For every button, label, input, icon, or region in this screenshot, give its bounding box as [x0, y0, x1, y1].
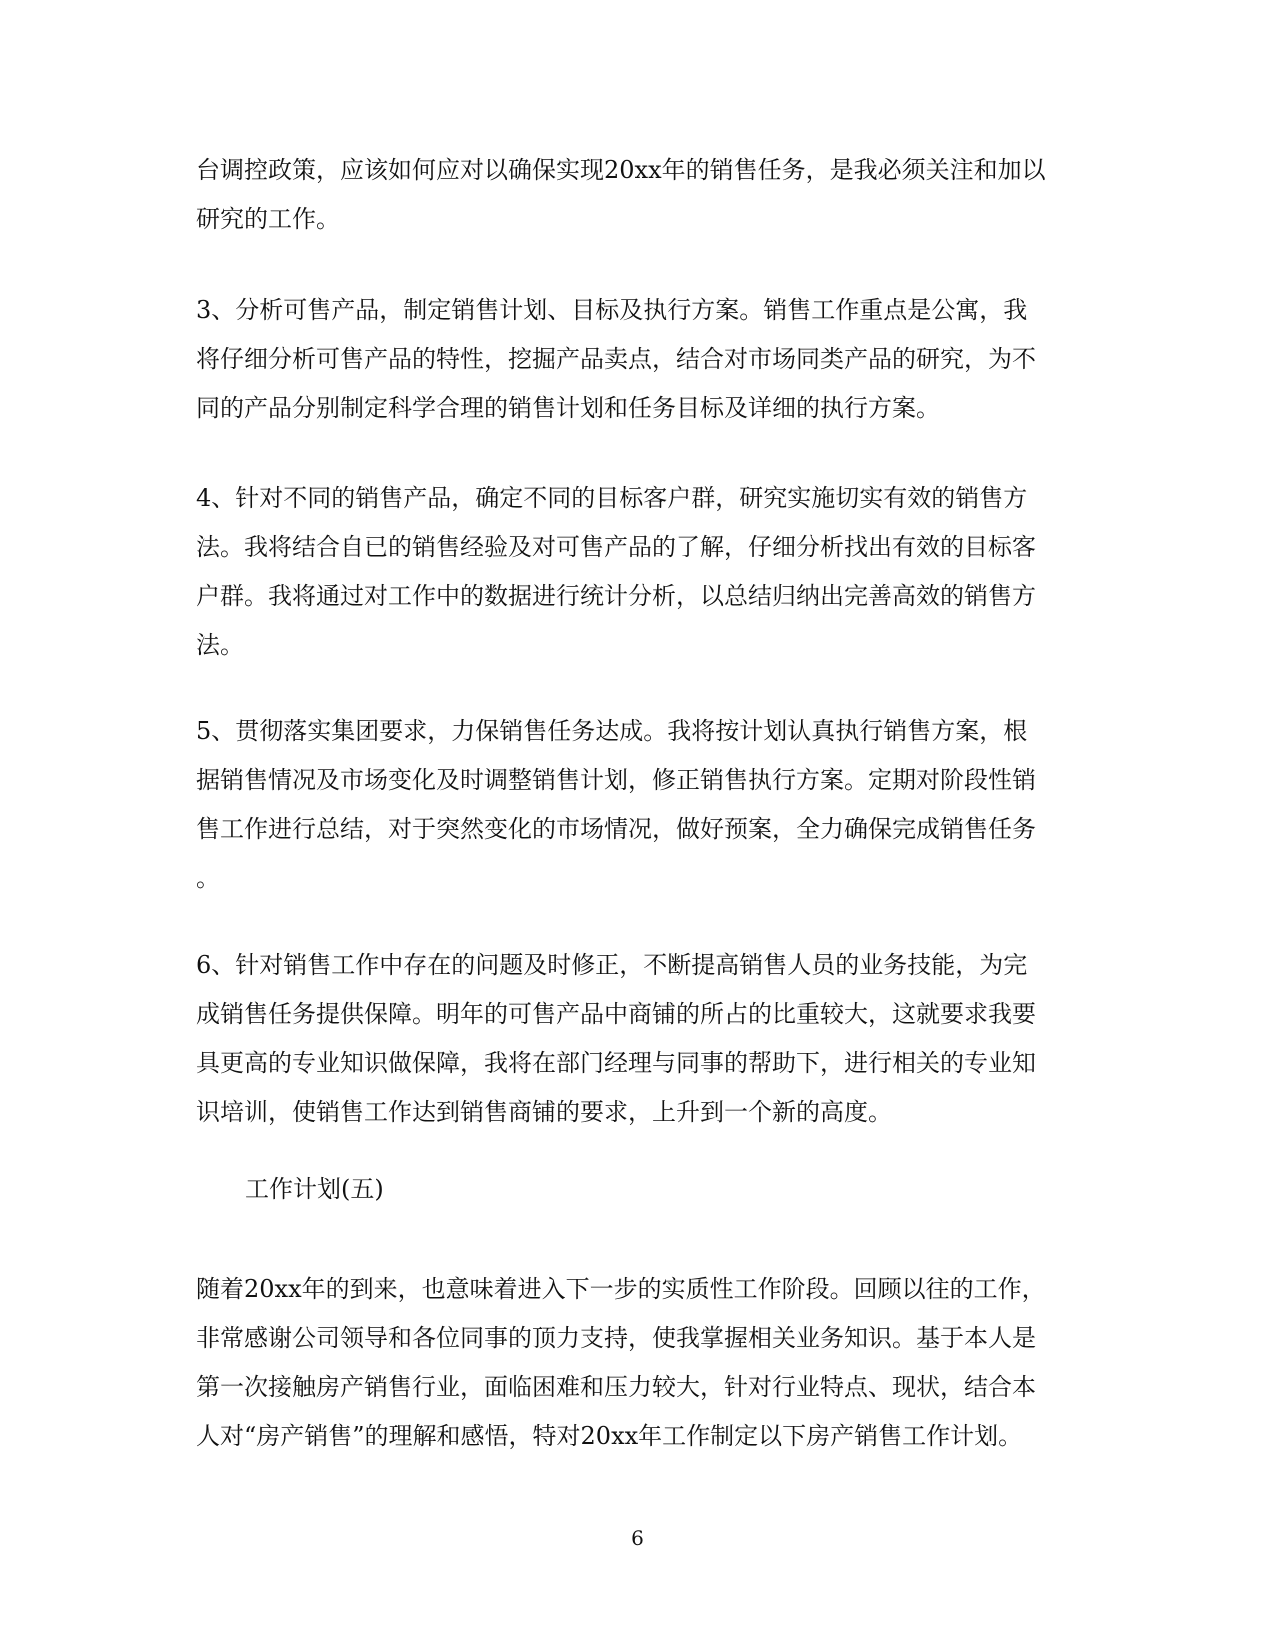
text-line: 4、针对不同的销售产品，确定不同的目标客户群，研究实施切实有效的销售方 [196, 484, 1028, 512]
text-line: 据销售情况及市场变化及时调整销售计划，修正销售执行方案。定期对阶段性销 [196, 766, 1036, 794]
text-line: 研究的工作。 [196, 205, 340, 233]
text-line: 法。我将结合自已的销售经验及对可售产品的了解，仔细分析找出有效的目标客 [196, 533, 1036, 561]
text-line: 随着20xx年的到来，也意味着进入下一步的实质性工作阶段。回顾以往的工作， [196, 1275, 1046, 1303]
paragraph-item-4 [196, 474, 1076, 670]
text-line: 法。 [196, 631, 244, 659]
text-line: 3、分析可售产品，制定销售计划、目标及执行方案。销售工作重点是公寓，我 [196, 296, 1028, 324]
text-line: 成销售任务提供保障。明年的可售产品中商铺的所占的比重较大，这就要求我要 [196, 1000, 1036, 1028]
text-line: 非常感谢公司领导和各位同事的顶力支持，使我掌握相关业务知识。基于本人是 [196, 1324, 1036, 1352]
paragraph-item-5 [196, 707, 1076, 903]
paragraph-item-6 [196, 941, 1076, 1137]
text-line: 。 [196, 864, 220, 892]
text-line: 识培训，使销售工作达到销售商铺的要求，上升到一个新的高度。 [196, 1098, 892, 1126]
paragraph-item-3 [196, 286, 1076, 433]
text-line: 5、贯彻落实集团要求，力保销售任务达成。我将按计划认真执行销售方案，根 [196, 717, 1028, 745]
text-line: 售工作进行总结，对于突然变化的市场情况，做好预案，全力确保完成销售任务 [196, 815, 1036, 843]
text-line: 户群。我将通过对工作中的数据进行统计分析，以总结归纳出完善高效的销售方 [196, 582, 1036, 610]
page-number: 6 [631, 1526, 644, 1550]
text-line: 第一次接触房产销售行业，面临困难和压力较大，针对行业特点、现状，结合本 [196, 1373, 1036, 1401]
section-heading: 工作计划(五) [245, 1175, 384, 1203]
text-line: 将仔细分析可售产品的特性，挖掘产品卖点，结合对市场同类产品的研究，为不 [196, 345, 1036, 373]
text-line: 人对“房产销售”的理解和感悟，特对20xx年工作制定以下房产销售工作计划。 [196, 1422, 1023, 1450]
text-line: 具更高的专业知识做保障，我将在部门经理与同事的帮助下，进行相关的专业知 [196, 1049, 1036, 1077]
text-line: 6、针对销售工作中存在的问题及时修正，不断提高销售人员的业务技能，为完 [196, 951, 1028, 979]
paragraph-closing [196, 1265, 1076, 1461]
text-line: 台调控政策，应该如何应对以确保实现20xx年的销售任务，是我必须关注和加以 [196, 156, 1046, 184]
paragraph-intro [196, 146, 1076, 244]
text-line: 同的产品分别制定科学合理的销售计划和任务目标及详细的执行方案。 [196, 394, 940, 422]
